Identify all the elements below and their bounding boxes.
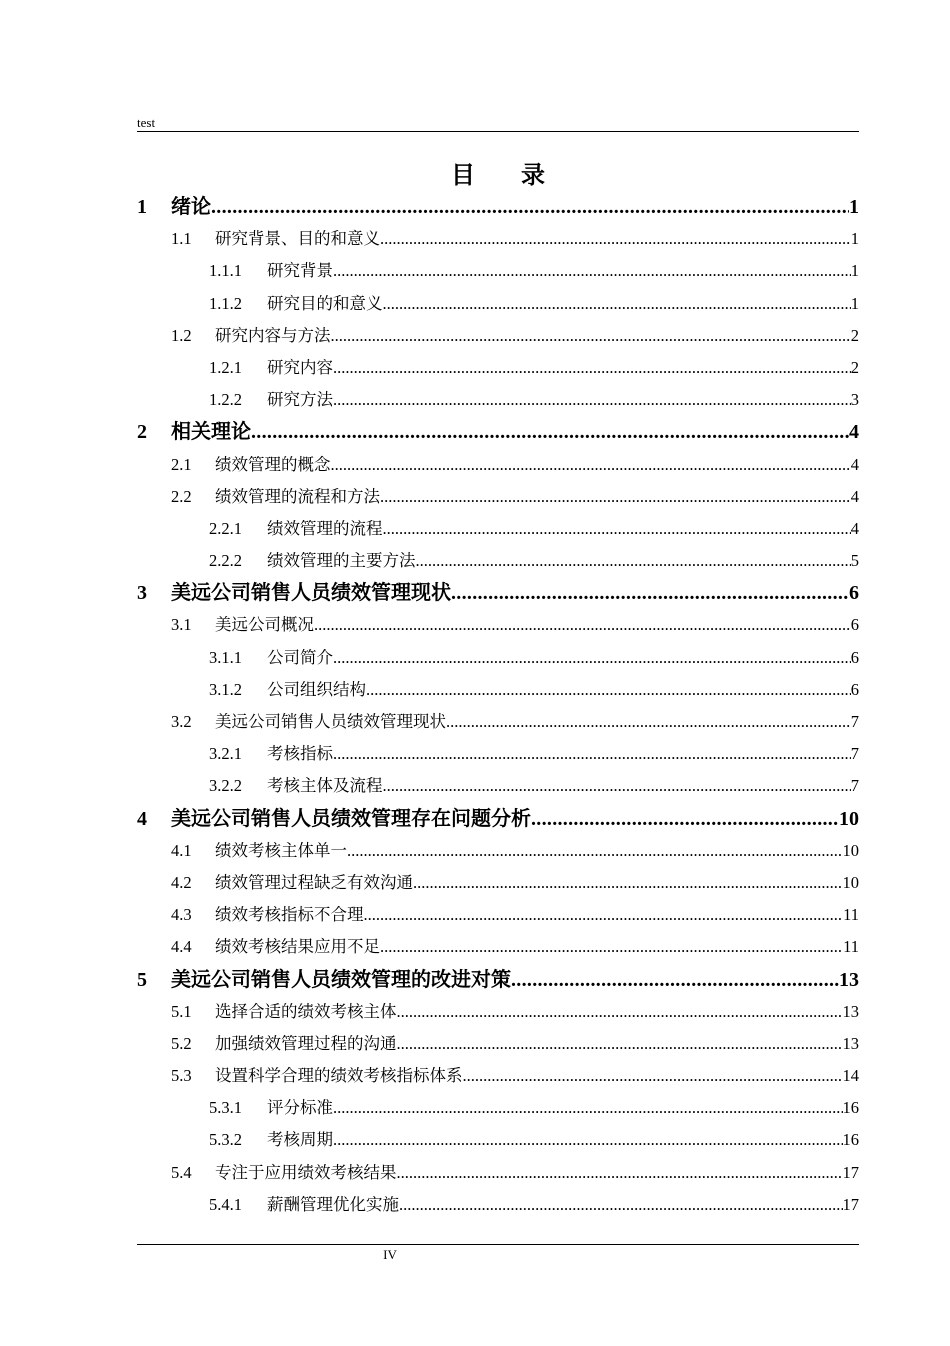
toc-entry-page: 1	[849, 196, 859, 218]
toc-entry-page: 1	[850, 293, 859, 313]
toc-dot-leader	[211, 191, 849, 223]
toc-entry-page: 16	[842, 1098, 859, 1118]
toc-entry-number: 2	[137, 421, 147, 444]
toc-dot-leader	[331, 320, 851, 352]
toc-entry[interactable]	[137, 835, 859, 867]
toc-dot-leader	[347, 835, 843, 867]
toc-entry-number: 5	[137, 968, 147, 991]
toc-entry-number: 4.3	[171, 905, 192, 925]
toc-entry[interactable]	[137, 931, 859, 963]
toc-entry-label: 相关理论	[171, 421, 251, 444]
toc-entry-label: 美远公司销售人员绩效管理存在问题分析	[171, 807, 531, 830]
toc-entry[interactable]	[137, 288, 859, 320]
toc-entry[interactable]	[137, 545, 859, 577]
toc-entry-number: 5.4.1	[209, 1194, 242, 1214]
toc-dot-leader	[511, 964, 839, 996]
toc-dot-leader	[333, 1124, 843, 1156]
toc-entry-label: 美远公司销售人员绩效管理的改进对策	[171, 968, 511, 991]
toc-entry-page: 6	[850, 679, 859, 699]
toc-entry[interactable]	[137, 642, 859, 674]
toc-entry-label: 美远公司概况	[215, 615, 314, 635]
toc-entry-number: 4.2	[171, 872, 192, 892]
toc-entry-number: 2.2	[171, 486, 192, 506]
toc-dot-leader	[397, 1028, 843, 1060]
toc-entry-page: 2	[850, 325, 859, 345]
toc-entry-page: 1	[850, 229, 859, 249]
toc-entry-number: 4	[137, 807, 147, 830]
toc-entry-label: 绩效管理的流程和方法	[215, 486, 380, 506]
toc-entry-number: 3.1.1	[209, 647, 242, 667]
toc-entry-page: 13	[842, 1001, 859, 1021]
toc-title: 目 录	[451, 163, 565, 189]
toc-entry[interactable]	[137, 706, 859, 738]
toc-entry[interactable]	[137, 996, 859, 1028]
toc-entry-page: 11	[843, 905, 859, 925]
toc-dot-leader	[333, 352, 851, 384]
toc-entry-number: 1.2.2	[209, 390, 242, 410]
toc-entry-number: 4.4	[171, 937, 192, 957]
toc-entry-number: 3.2.2	[209, 776, 242, 796]
toc-entry[interactable]	[137, 416, 859, 448]
toc-dot-leader	[397, 996, 843, 1028]
toc-entry-number: 3.1	[171, 615, 192, 635]
toc-entry-label: 绪论	[171, 196, 211, 218]
toc-entry[interactable]	[137, 609, 859, 641]
toc-entry-page: 1	[850, 261, 859, 281]
toc-entry-number: 2.2.1	[209, 518, 242, 538]
toc-dot-leader	[380, 481, 851, 513]
toc-entry-label: 评分标准	[267, 1098, 333, 1118]
toc-entry[interactable]	[137, 1060, 859, 1092]
toc-entry-page: 6	[849, 582, 859, 605]
toc-dot-leader	[333, 255, 851, 287]
toc-entry-label: 绩效管理过程缺乏有效沟通	[215, 872, 413, 892]
toc-entry-number: 1.1.2	[209, 293, 242, 313]
toc-entry[interactable]	[137, 770, 859, 802]
toc-entry-number: 2.1	[171, 454, 192, 474]
toc-entry-label: 绩效考核结果应用不足	[215, 937, 380, 957]
toc-entry[interactable]	[137, 191, 859, 223]
toc-entry-page: 13	[842, 1033, 859, 1053]
page-number: IV	[383, 1247, 397, 1262]
toc-entry-page: 7	[850, 744, 859, 764]
toc-entry[interactable]	[137, 352, 859, 384]
toc-entry[interactable]	[137, 899, 859, 931]
toc-entry-label: 公司组织结构	[267, 679, 366, 699]
toc-entry-page: 5	[850, 551, 859, 571]
toc-dot-leader	[383, 770, 851, 802]
toc-dot-leader	[451, 577, 849, 609]
toc-entry-number: 1.2	[171, 325, 192, 345]
toc-entry-number: 3	[137, 582, 147, 605]
toc-dot-leader	[446, 706, 851, 738]
toc-entry[interactable]	[137, 803, 859, 835]
toc-entry[interactable]	[137, 481, 859, 513]
toc-entry[interactable]	[137, 384, 859, 416]
toc-dot-leader	[380, 223, 851, 255]
toc-entry-page: 7	[850, 712, 859, 731]
toc-dot-leader	[380, 931, 843, 963]
toc-entry-label: 研究背景	[267, 261, 333, 281]
toc-entry[interactable]	[137, 320, 859, 352]
toc-entry[interactable]	[137, 1189, 859, 1221]
toc-entry-label: 绩效管理的流程	[267, 518, 383, 538]
toc-entry-page: 6	[850, 647, 859, 667]
toc-entry-label: 公司简介	[267, 647, 333, 667]
toc-entry-page: 2	[850, 357, 859, 377]
toc-dot-leader	[397, 1157, 843, 1189]
toc-dot-leader	[333, 384, 851, 416]
toc-dot-leader	[314, 609, 851, 641]
toc-entry-number: 1	[137, 196, 147, 218]
toc-entry[interactable]	[137, 1028, 859, 1060]
toc-entry-label: 研究内容与方法	[215, 325, 331, 345]
toc-entry-label: 绩效考核指标不合理	[215, 905, 364, 925]
toc-entry[interactable]	[137, 449, 859, 481]
toc-entry[interactable]	[137, 964, 859, 996]
toc-entry-page: 4	[850, 454, 859, 474]
toc-entry-number: 5.1	[171, 1001, 192, 1021]
toc-entry[interactable]	[137, 577, 859, 609]
toc-entry-number: 3.2.1	[209, 744, 242, 764]
toc-entry-label: 设置科学合理的绩效考核指标体系	[215, 1066, 463, 1086]
toc-dot-leader	[333, 738, 851, 770]
toc-entry-page: 10	[842, 840, 859, 860]
toc-entry-number: 5.3.1	[209, 1098, 242, 1118]
toc-entry-label: 考核指标	[267, 744, 333, 764]
toc-entry-number: 1.1.1	[209, 261, 242, 281]
toc-entry[interactable]	[137, 513, 859, 545]
toc-dot-leader	[364, 899, 844, 931]
toc-entry-page: 13	[839, 968, 859, 991]
toc-entry-page: 7	[850, 776, 859, 796]
toc-dot-leader	[399, 1189, 843, 1221]
toc-entry-label: 加强绩效管理过程的沟通	[215, 1033, 397, 1053]
toc-entry-number: 5.2	[171, 1033, 192, 1053]
toc-entry[interactable]	[137, 1157, 859, 1189]
toc-entry-label: 专注于应用绩效考核结果	[215, 1162, 397, 1182]
toc-entry-page: 4	[849, 421, 859, 444]
toc-entry-label: 绩效考核主体单一	[215, 840, 347, 860]
toc-entry-label: 绩效管理的概念	[215, 454, 331, 474]
toc-entry-label: 考核周期	[267, 1130, 333, 1150]
toc-entry-number: 1.1	[171, 229, 192, 249]
toc-entry-page: 14	[842, 1066, 859, 1086]
toc-entry-page: 11	[843, 937, 859, 957]
toc-dot-leader	[366, 674, 851, 706]
footer-rule	[137, 1244, 859, 1245]
toc-dot-leader	[251, 416, 849, 448]
toc-dot-leader	[416, 545, 851, 577]
toc-entry[interactable]	[137, 674, 859, 706]
toc-entry[interactable]	[137, 1124, 859, 1156]
toc-entry-label: 研究内容	[267, 357, 333, 377]
toc-dot-leader	[531, 803, 839, 835]
toc-entry[interactable]	[137, 255, 859, 287]
toc-dot-leader	[383, 513, 851, 545]
toc-entry-label: 薪酬管理优化实施	[267, 1194, 399, 1214]
toc-entry-number: 2.2.2	[209, 551, 242, 571]
toc-entry-number: 3.2	[171, 712, 192, 731]
toc-dot-leader	[333, 1092, 843, 1124]
header-rule	[137, 131, 859, 132]
toc-entry[interactable]	[137, 738, 859, 770]
toc-entry-label: 绩效管理的主要方法	[267, 551, 416, 571]
toc-entry-label: 选择合适的绩效考核主体	[215, 1001, 397, 1021]
toc-dot-leader	[383, 288, 851, 320]
toc-entry-label: 考核主体及流程	[267, 776, 383, 796]
toc-entry-page: 10	[842, 872, 859, 892]
toc-entry[interactable]	[137, 1092, 859, 1124]
page-header-text: test	[137, 115, 156, 130]
toc-entry-number: 5.3.2	[209, 1130, 242, 1150]
toc-entry-page: 10	[839, 807, 859, 830]
toc-dot-leader	[413, 867, 843, 899]
toc-entry-number: 5.4	[171, 1162, 192, 1182]
toc-entry-number: 3.1.2	[209, 679, 242, 699]
toc-entry[interactable]	[137, 223, 859, 255]
toc-entry-page: 4	[850, 518, 859, 538]
toc-entry-number: 4.1	[171, 840, 192, 860]
toc-entry-page: 3	[850, 390, 859, 410]
toc-entry-page: 17	[842, 1162, 859, 1182]
toc-dot-leader	[333, 642, 851, 674]
toc-entry-page: 4	[850, 486, 859, 506]
toc-entry-label: 研究背景、目的和意义	[215, 229, 380, 249]
toc-entry-label: 研究目的和意义	[267, 293, 383, 313]
toc-entry-number: 1.2.1	[209, 357, 242, 377]
toc-entry-page: 6	[850, 615, 859, 635]
toc-dot-leader	[463, 1060, 843, 1092]
toc-entry-label: 美远公司销售人员绩效管理现状	[171, 582, 451, 605]
toc-entry-label: 美远公司销售人员绩效管理现状	[215, 712, 446, 731]
table-of-contents	[137, 191, 859, 1221]
toc-entry-number: 5.3	[171, 1066, 192, 1086]
toc-entry-label: 研究方法	[267, 390, 333, 410]
toc-entry[interactable]	[137, 867, 859, 899]
toc-entry-page: 17	[842, 1194, 859, 1214]
toc-dot-leader	[331, 449, 851, 481]
toc-entry-page: 16	[842, 1130, 859, 1150]
